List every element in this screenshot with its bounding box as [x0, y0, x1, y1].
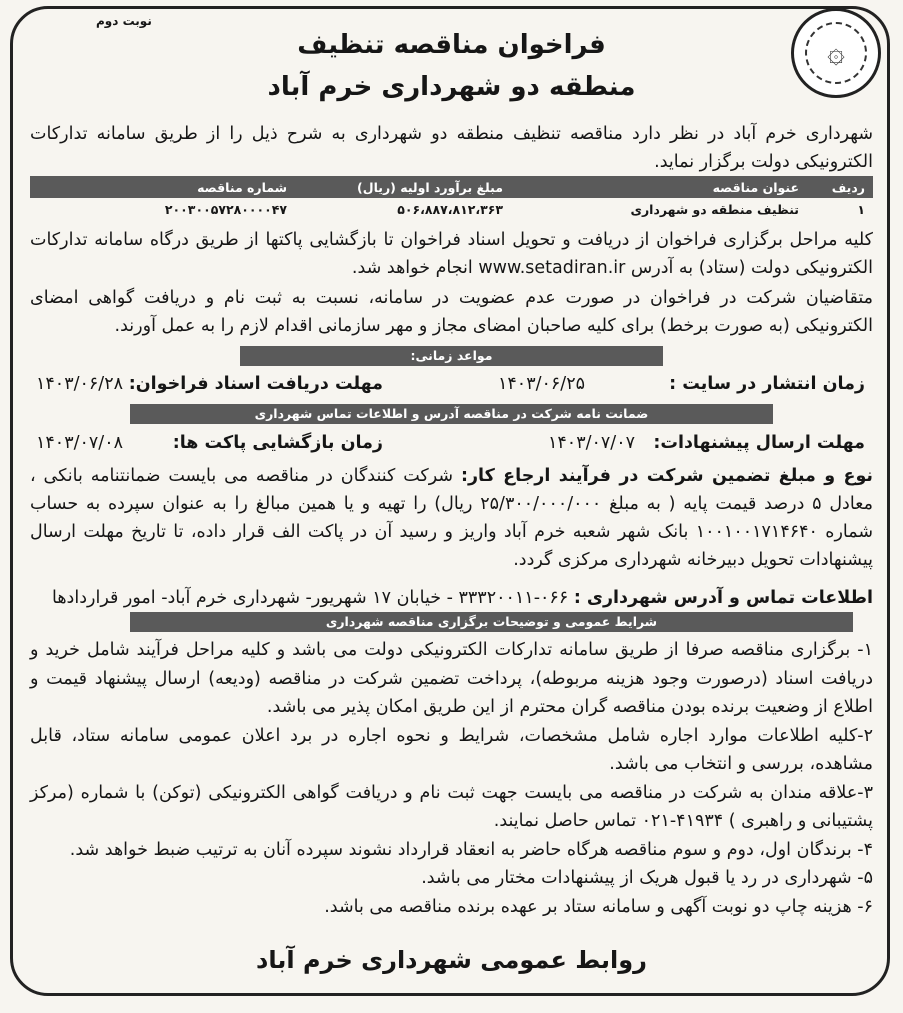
cell-tender-number: ۲۰۰۳۰۰۵۷۲۸۰۰۰۰۴۷ [30, 198, 295, 220]
send-deadline-label: مهلت ارسال پیشنهادات: [653, 433, 865, 453]
tender-table [30, 176, 873, 220]
list-item: ۵- شهرداری در رد یا قبول هریک از پیشنهادات مختار می باشد. [421, 868, 873, 888]
terms-section-bar: شرایط عمومی و توضیحات برگزاری مناقصه شهرداری [130, 612, 853, 632]
table-row [30, 198, 873, 220]
dates-section-bar: مواعد زمانی: [240, 346, 663, 366]
header-tender-title: عنوان مناقصه [511, 176, 807, 198]
guarantee-label: نوع و مبلغ تضمین شرکت در فرآیند ارجاع کار: [460, 466, 874, 486]
publish-date-label: زمان انتشار در سایت : [669, 374, 865, 394]
contact-text: ۰۶۶-۳۳۳۲۰۰۱۱ - خیابان ۱۷ شهریور- شهرداری خرم آباد- امور قراردادها [52, 588, 574, 608]
list-item: ۶- هزینه چاپ دو نوبت آگهی و سامانه ستاد بر عهده برنده مناقصه می باشد. [324, 896, 873, 917]
cell-estimated-amount: ۵۰۶،۸۸۷،۸۱۲،۳۶۳ [295, 198, 511, 220]
list-item: ۲-کلیه اطلاعات موارد اجاره شامل مشخصات، شرایط و نحوه اجاره در برد اعلان عمومی سامانه ستاد، قابل مشاهده، بررسی و انتخاب می باشد. [30, 725, 873, 774]
applicants-paragraph: متقاضیان شرکت در فراخوان در صورت عدم عضویت در سامانه، نسبت به ثبت نام و دریافت گواهی امضای الکترونیکی (به صورت برخط) برای کلیه صاحبان امضای مجاز و مهر سازمانی اقدام لازم را به عمل آورند. [30, 288, 873, 336]
phases-paragraph: کلیه مراحل برگزاری فراخوان از دریافت و تحویل اسناد فراخوان تا بازگشایی پاکتها از طریق درگاه سامانه تدارکات الکترونیکی دولت (ستاد) به آدرس www.setadiran.ir انجام خواهد شد. [30, 230, 873, 278]
opening-date-value: ۱۴۰۳/۰۷/۰۸ [36, 433, 123, 453]
receive-deadline-value: ۱۴۰۳/۰۶/۲۸ [36, 374, 123, 394]
publish-date-value: ۱۴۰۳/۰۶/۲۵ [498, 374, 585, 394]
list-item: ۳-علاقه مندان به شرکت در مناقصه می بایست جهت ثبت نام و دریافت گواهی الکترونیکی (توکن) با شماره (مرکز پشتیبانی و راهبری ) ۴۱۹۳۴-۰۲۱ تماس حاصل نمایند. [30, 782, 873, 831]
guarantee-text: شرکت کنندگان در مناقصه می بایست ضمانتنامه بانکی ، معادل ۵ درصد قیمت پایه ( به مبلغ ۲۵/۳۰۰/۰۰۰/۰۰۰ ریال) را تهیه و یا همین مبالغ را به عنوان سپرده به حساب شماره ۱۰۰۱۰۰۱۷۱۴۶۴۰ بانک شهر شعبه خرم آباد واریز و رسید آن در پاکت الف قرار داده، تا تاریخ مهلت ارسال پیشنهادات تحویل دبیرخانه شهرداری مرکزی گردد. [30, 466, 874, 570]
footer-signature: روابط عمومی شهرداری خرم آباد [256, 946, 647, 974]
terms-list [30, 636, 873, 921]
receive-deadline-label: مهلت دریافت اسناد فراخوان: [128, 374, 383, 394]
list-item: ۴- برندگان اول، دوم و سوم مناقصه هرگاه حاضر به انعقاد قرارداد نشوند سپرده آنان به ترتیب ضبط خواهد شد. [69, 839, 873, 860]
tender-table-header-row [30, 176, 873, 198]
header-estimated-amount: مبلغ برآورد اولیه (ریال) [295, 176, 511, 198]
round-label: نوبت دوم [96, 14, 152, 28]
contact-label: اطلاعات تماس و آدرس شهرداری : [573, 588, 873, 608]
intro-paragraph: شهرداری خرم آباد در نظر دارد مناقصه تنظیف منطقه دو شهرداری به شرح ذیل را از طریق سامانه تدارکات الکترونیکی دولت برگزار نماید. [30, 124, 873, 172]
list-item: ۱- برگزاری مناقصه صرفا از طریق سامانه تدارکات الکترونیکی دولت می باشد و کلیه مراحل فرآیند شامل خرید و دریافت اسناد (درصورت وجود هزینه مربوطه)، پرداخت تضمین شرکت در مناقصه (ودیعه) ارسال پیشنهاد قیمت و اطلاع از وضعیت برنده بودن مناقصه گران محترم از این طریق امکان پذیر می باشد. [30, 640, 873, 717]
contact-paragraph [30, 584, 873, 612]
cell-tender-title: تنظیف منطقه دو شهرداری [511, 198, 807, 220]
header-row-number: ردیف [807, 176, 873, 198]
guarantee-paragraph [30, 462, 873, 582]
cell-row-number: ۱ [807, 198, 873, 220]
seal-emblem-icon: ۞ [827, 35, 845, 70]
opening-date-label: زمان بازگشایی پاکت ها: [172, 433, 383, 453]
send-deadline-value: ۱۴۰۳/۰۷/۰۷ [548, 433, 635, 453]
guarantee-section-bar: ضمانت نامه شرکت در مناقصه آدرس و اطلاعات تماس شهرداری [130, 404, 773, 424]
header-tender-number: شماره مناقصه [30, 176, 295, 198]
notice-title: فراخوان مناقصه تنظیف [297, 30, 606, 60]
notice-subtitle: منطقه دو شهرداری خرم آباد [267, 72, 636, 102]
